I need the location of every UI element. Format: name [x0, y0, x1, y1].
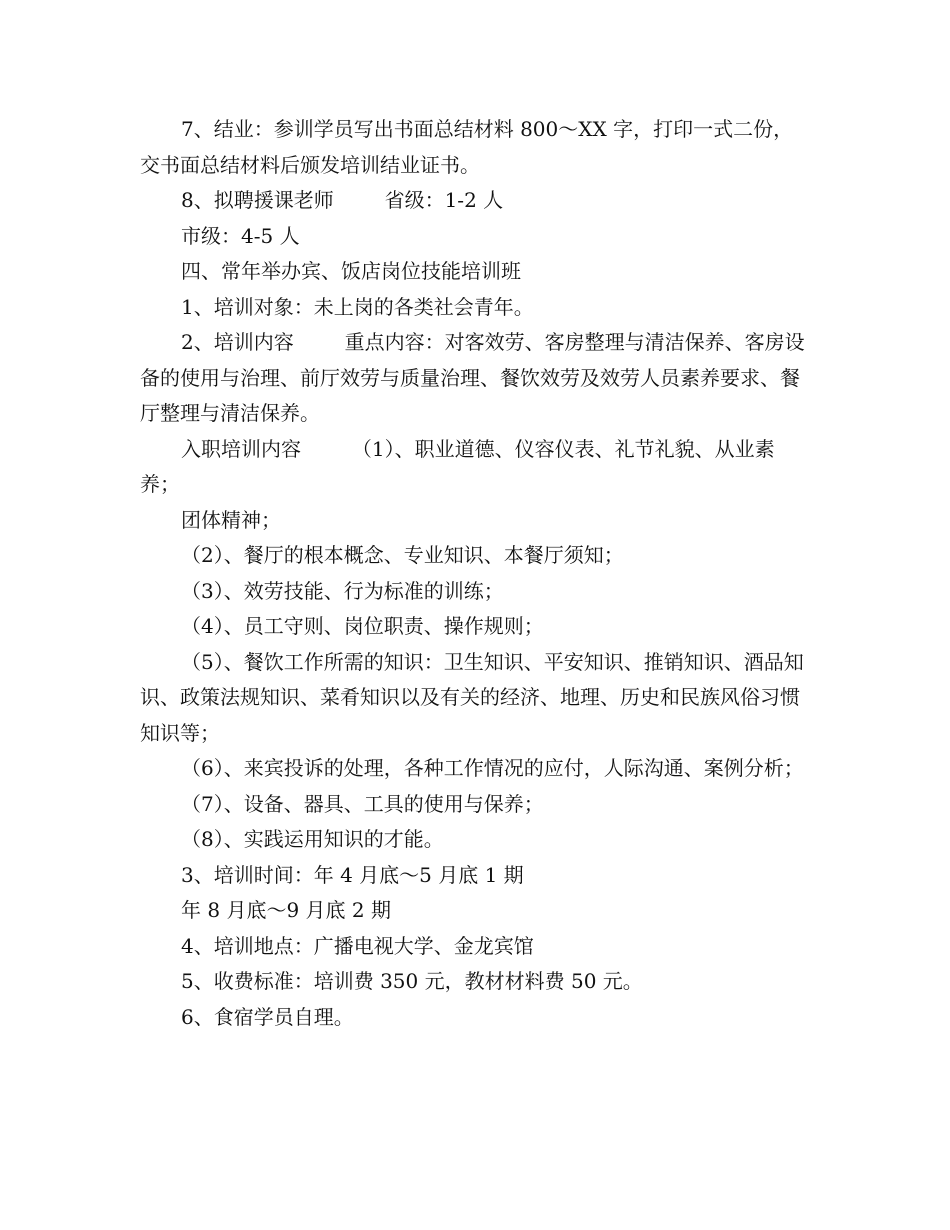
paragraph-onboarding-content: 入职培训内容 （1）、职业道德、仪容仪表、礼节礼貌、从业素养；	[140, 436, 775, 496]
paragraph-accommodation: 6、食宿学员自理。	[181, 1004, 354, 1029]
paragraph-training-time-1: 3、培训时间：年 4 月底～5 月底 1 期	[181, 862, 524, 887]
list-item-5: （5）、餐饮工作所需的知识：卫生知识、平安知识、推销知识、酒品知识、政策法规知识、菜肴知识以及有关的经济、地理、历史和民族风俗习惯知识等；	[140, 649, 804, 745]
section-heading-hotel-training: 四、常年举办宾、饭店岗位技能培训班	[181, 259, 521, 283]
paragraph-teachers-city: 市级：4-5 人	[181, 223, 300, 248]
list-item-8: （8）、实践运用知识的才能。	[181, 827, 444, 851]
list-item-7: （7）、设备、器具、工具的使用与保养；	[181, 791, 544, 816]
list-item-3: （3）、效劳技能、行为标准的训练；	[181, 578, 504, 603]
paragraph-training-content: 2、培训内容 重点内容：对客效劳、客房整理与清洁保养、客房设备的使用与治理、前厅效劳与质量治理、餐饮效劳及效劳人员素养要求、餐厅整理与清洁保养。	[140, 330, 805, 425]
paragraph-teachers-provincial: 8、拟聘援课老师 省级：1-2 人	[181, 188, 504, 212]
paragraph-team-spirit: 团体精神；	[181, 507, 281, 532]
paragraph-completion: 7、结业：参训学员写出书面总结材料 800～XX 字，打印一式二份，交书面总结材料后颁发培训结业证书。	[140, 117, 794, 177]
list-item-6: （6）、来宾投诉的处理，各种工作情况的应付，人际沟通、案例分析；	[181, 756, 804, 780]
list-item-4: （4）、员工守则、岗位职责、操作规则；	[181, 614, 544, 638]
document-body	[140, 112, 812, 1035]
paragraph-training-target: 1、培训对象：未上岗的各类社会青年。	[181, 294, 534, 319]
paragraph-fees: 5、收费标准：培训费 350 元，教材材料费 50 元。	[181, 969, 643, 993]
paragraph-training-time-2: 年 8 月底～9 月底 2 期	[181, 898, 391, 922]
list-item-2: （2）、餐厅的根本概念、专业知识、本餐厅须知；	[181, 543, 624, 567]
paragraph-training-location: 4、培训地点：广播电视大学、金龙宾馆	[181, 933, 534, 958]
